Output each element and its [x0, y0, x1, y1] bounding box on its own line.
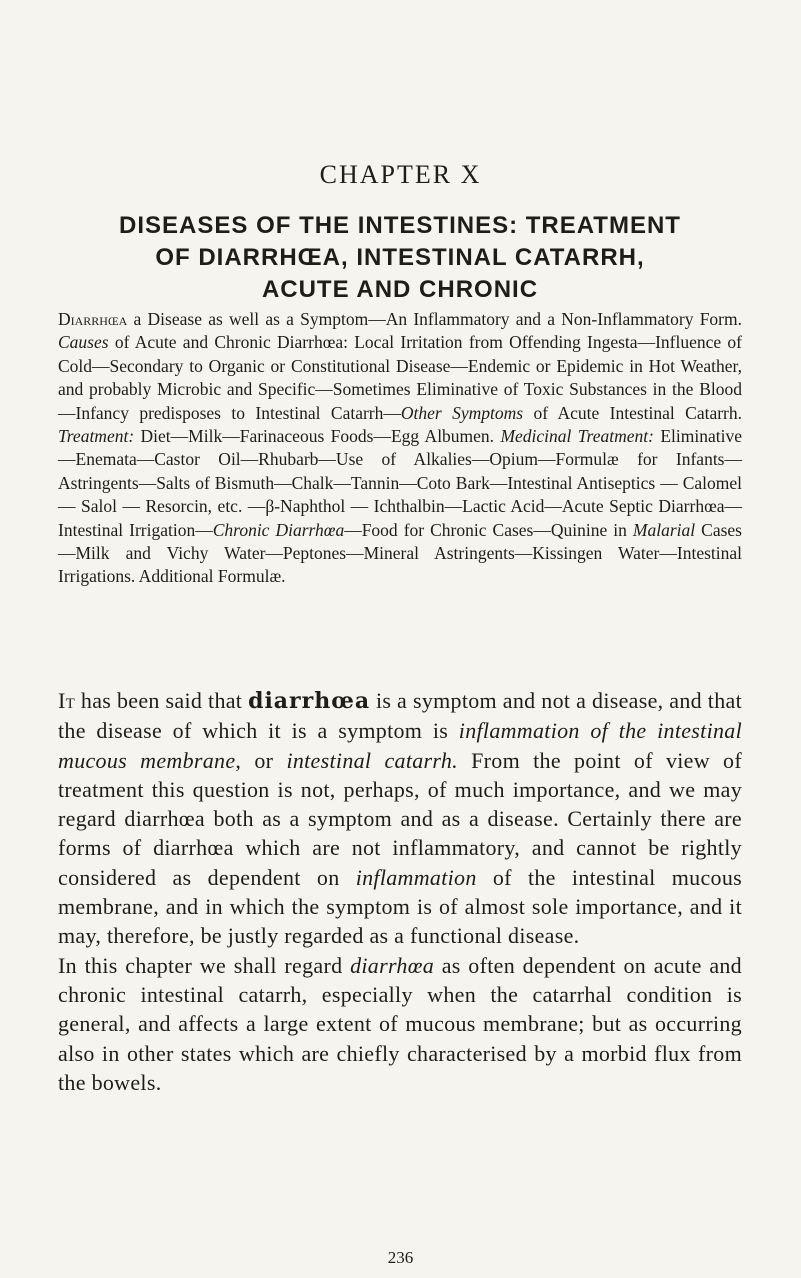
synopsis-text: Diet—Milk—Farinaceous Foods—Egg Albumen.	[134, 426, 501, 447]
paragraph-text: as often dependent on acute and chronic intestinal catarrh, especially when the catarrhal condition is general, and affects a large extent of mucous membrane; but as occurring also in other states which are chiefly characterised by a morbid flux from the bowels.	[58, 952, 742, 1095]
paragraph-1	[58, 686, 742, 951]
synopsis-text: Cases—Milk and Vichy Water—Peptones—Mineral Astringents—Kissingen Water—Intestinal Irrigations. Additional Formulæ.	[58, 519, 742, 587]
paragraph-text: is a symptom and not a disease, and that the disease of which it is a symptom is	[58, 688, 742, 744]
synopsis-text: Eliminative—Enemata—Castor Oil—Rhubarb—Use of Alkalies—Opium—Formulæ for Infants—Astringents—Salts of Bismuth—Chalk—Tannin—Coto Bark—Intestinal Antiseptics — Calomel — Salol — Resorcin, etc. —β-Naphthol — Ichthalbin—Lactic Acid—Acute Septic Diarrhœa—Intestinal Irrigation—	[58, 426, 742, 540]
paragraph-2	[58, 951, 742, 1097]
chapter-title-line: DISEASES OF THE INTESTINES: TREATMENT	[119, 212, 681, 239]
synopsis-text: —Food for Chronic Cases—Quinine in	[344, 519, 633, 540]
chapter-synopsis	[58, 308, 742, 589]
chapter-title-line: ACUTE AND CHRONIC	[261, 276, 539, 303]
paragraph-text: In this chapter we shall regard	[58, 952, 351, 978]
paragraph-text: of the intestinal mucous membrane, and in which the symptom is of almost sole importance, and it may, therefore, be justly regarded as a functional disease.	[58, 864, 742, 949]
chapter-title-line: OF DIARRHŒA, INTESTINAL CATARRH,	[155, 244, 645, 271]
synopsis-text: of Acute and Chronic Diarrhœa: Local Irritation from Offending Ingesta—Influence of Cold—Secondary to Organic or Constitutional Disease—Endemic or Epidemic in Hot Weather, and probably Microbic and Specific—Sometimes Eliminative of Toxic Substances in the Blood—Infancy predisposes to Intestinal Catarrh—	[58, 332, 742, 423]
paragraph-text: From the point of view of treatment this question is not, perhaps, of much importance, and we may regard diarrhœa both as a symptom and as a disease. Certainly there are forms of diarrhœa which are not inflammatory, and cannot be rightly considered as dependent on	[58, 747, 742, 890]
italic-term: intestinal catarrh.	[286, 747, 458, 773]
paragraph-lead: It	[58, 688, 76, 713]
synopsis-italic: Chronic Diarrhœa	[212, 519, 345, 540]
synopsis-italic: Malarial	[632, 519, 696, 540]
synopsis-italic: Other Symptoms	[400, 402, 524, 423]
paragraph-text: , or	[235, 747, 287, 773]
synopsis-italic: Causes	[58, 332, 109, 353]
italic-term: inflammation of the intestinal mucous membrane	[58, 718, 743, 773]
synopsis-italic: Treatment:	[58, 426, 135, 447]
chapter-title	[60, 210, 740, 306]
page-number: 236	[387, 1248, 414, 1267]
body-text	[58, 686, 742, 1097]
bold-term: diarrhœa	[248, 688, 371, 714]
italic-term: inflammation	[355, 864, 477, 890]
chapter-heading: CHAPTER X	[319, 160, 482, 189]
synopsis-lead: Diarrhœa	[58, 309, 128, 329]
italic-term: diarrhœa	[350, 952, 435, 978]
paragraph-text: has been said that	[75, 688, 249, 713]
synopsis-text: of Acute Intestinal Catarrh.	[523, 402, 742, 423]
synopsis-italic: Medicinal Treatment:	[500, 426, 654, 447]
synopsis-text: a Disease as well as a Symptom—An Inflammatory and a Non-Inflammatory Form.	[127, 309, 742, 329]
